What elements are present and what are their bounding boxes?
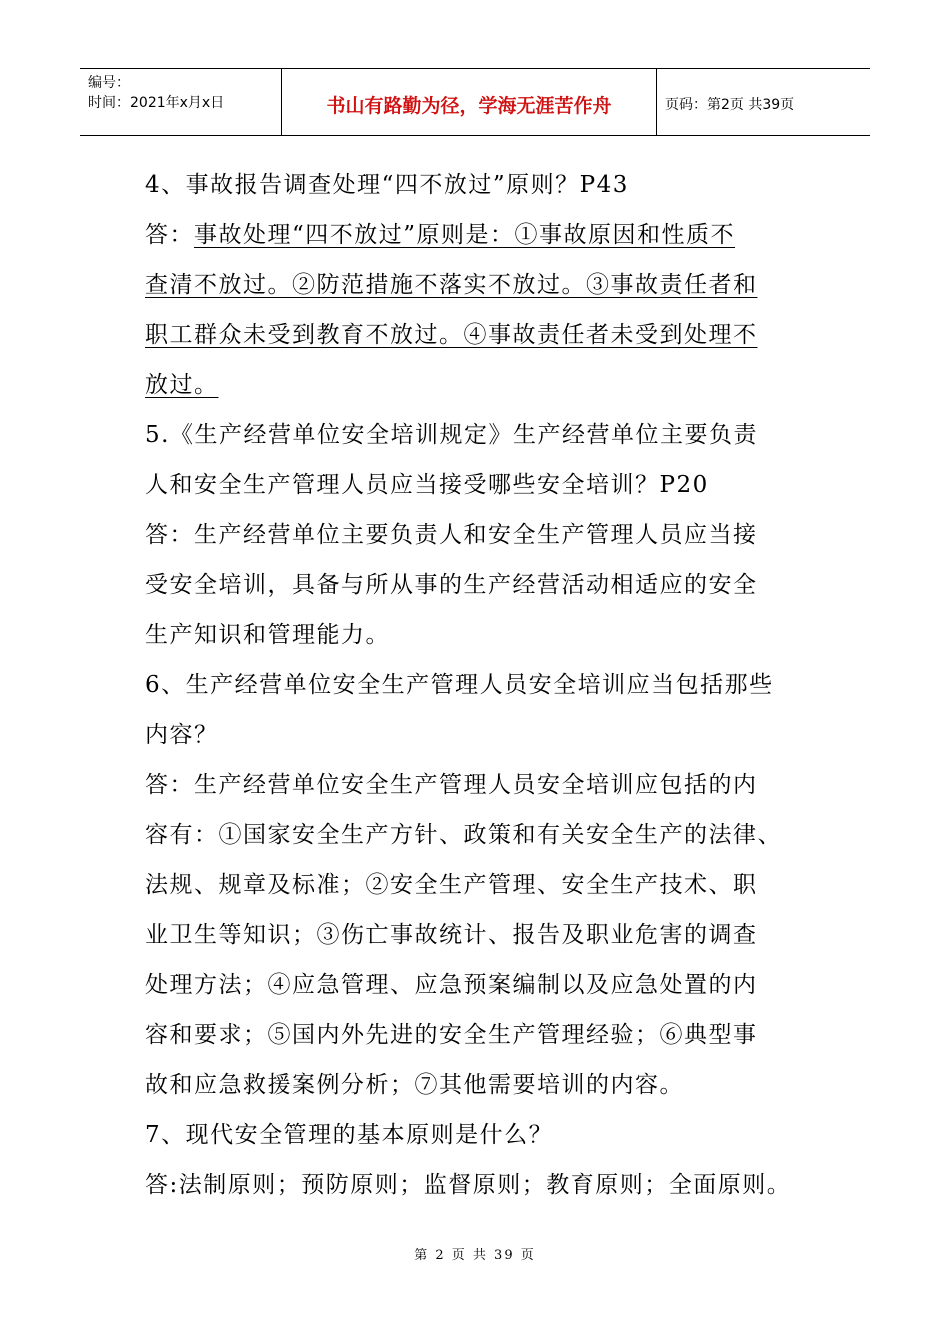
document-date: 时间：2021年x月x日 [88, 95, 225, 111]
question-6-answer-line: 处理方法；④应急管理、应急预案编制以及应急处置的内 [145, 972, 758, 998]
question-4-title: 4、事故报告调查处理“四不放过”原则？P43 [145, 172, 629, 198]
answer-prefix: 答： [145, 222, 194, 248]
question-6-answer-line: 法规、规章及标准；②安全生产管理、安全生产技术、职 [145, 872, 758, 898]
question-4-answer-line [145, 260, 825, 310]
question-5-title-line: 人和安全生产管理人员应当接受哪些安全培训？P20 [145, 472, 709, 498]
question-5-answer-line: 答：生产经营单位主要负责人和安全生产管理人员应当接 [145, 522, 758, 548]
question-6-answer-line: 业卫生等知识；③伤亡事故统计、报告及职业危害的调查 [145, 922, 758, 948]
question-5-answer-line: 生产知识和管理能力。 [145, 622, 390, 648]
page-header [80, 68, 870, 136]
question-5-answer-line: 受安全培训，具备与所从事的生产经营活动相适应的安全 [145, 572, 758, 598]
document-body [145, 160, 825, 1210]
header-meta [80, 69, 282, 135]
question-6-answer-line: 答：生产经营单位安全生产管理人员安全培训应包括的内 [145, 772, 758, 798]
question-6-answer-line: 容和要求；⑤国内外先进的安全生产管理经验；⑥典型事 [145, 1022, 758, 1048]
question-6-answer-line: 故和应急救援案例分析；⑦其他需要培训的内容。 [145, 1072, 684, 1098]
question-6-title-line: 6、生产经营单位安全生产管理人员安全培训应当包括那些 [145, 672, 774, 698]
underlined-answer-text: 事故处理“四不放过”原则是：①事故原因和性质不 [194, 222, 736, 248]
question-4-answer-line [145, 210, 825, 260]
question-6-answer-line: 容有：①国家安全生产方针、政策和有关安全生产的法律、 [145, 822, 782, 848]
page-footer: 第 2 页 共 39 页 [414, 1248, 536, 1263]
question-7-title: 7、现代安全管理的基本原则是什么？ [145, 1122, 554, 1148]
question-6-title-line: 内容？ [145, 722, 219, 748]
document-number-label: 编号： [88, 75, 130, 91]
underlined-answer-text: 查清不放过。②防范措施不落实不放过。③事故责任者和 [145, 272, 758, 298]
question-5-title-line: 5.《生产经营单位安全培训规定》生产经营单位主要负责 [145, 422, 758, 448]
header-motto: 书山有路勤为径，学海无涯苦作舟 [282, 69, 657, 135]
question-4-answer-line [145, 310, 825, 360]
underlined-answer-text: 放过。 [145, 372, 219, 398]
underlined-answer-text: 职工群众未受到教育不放过。④事故责任者未受到处理不 [145, 322, 758, 348]
header-page-info: 页码：第2页 共39页 [665, 97, 795, 113]
question-4-answer-line [145, 360, 825, 410]
question-7-answer: 答:法制原则；预防原则；监督原则；教育原则；全面原则。 [145, 1172, 792, 1198]
